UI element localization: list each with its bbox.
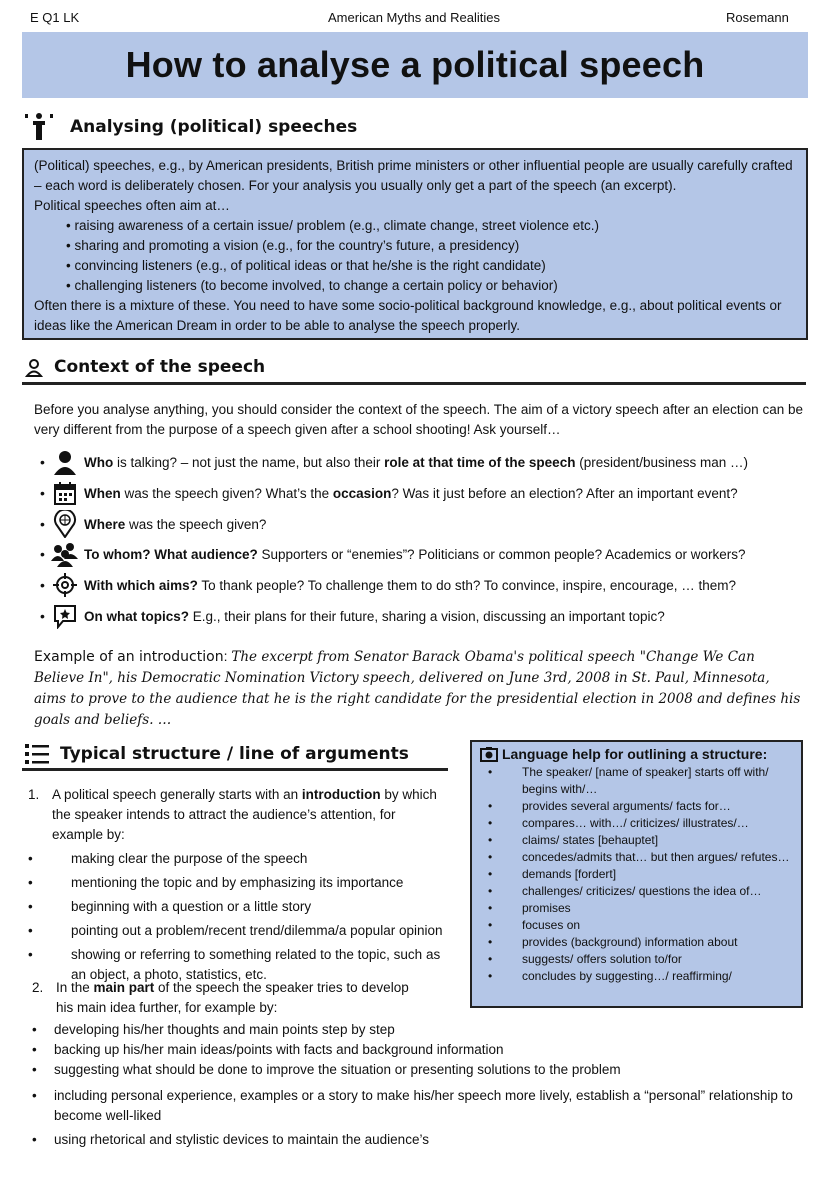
list-item: • making clear the purpose of the speech (28, 851, 308, 866)
list-item: • showing or referring to something related to the topic, such as an object, a photo, statistics, etc. (28, 947, 441, 982)
person-icon (50, 448, 80, 476)
structure-intro-block (28, 785, 448, 985)
header-author: Rosemann (726, 10, 789, 25)
context-question-aims: • With which aims? To thank people? To challenge them to do sth? To convince, inspire, encourage, … them? (40, 571, 736, 599)
section-heading-structure: Typical structure / line of arguments (60, 744, 409, 764)
list-item: • raising awareness of a certain issue/ problem (e.g., climate change, street violence etc.) (66, 218, 599, 233)
list-item: • developing his/her thoughts and main points step by step (32, 1022, 395, 1037)
context-question-who: • Who is talking? – not just the name, but also their role at that time of the speech (president/business man …) (40, 448, 748, 476)
list-item: • provides (background) information about (488, 935, 738, 949)
header-course: E Q1 LK (30, 10, 80, 25)
example-label: Example of an introduction (34, 649, 224, 665)
list-item: • demands [fordert] (488, 867, 617, 881)
camera-icon (480, 746, 498, 762)
context-question-where: • Where was the speech given? (40, 510, 266, 538)
header-topic: American Myths and Realities (328, 10, 500, 25)
analysing-intro-text: (Political) speeches, e.g., by American presidents, British prime ministers or other influential people are usually carefully crafted – each word is deliberately chosen. For your analysis you usually only get a part of the speech (an excerpt). (34, 158, 793, 193)
example-introduction: Example of an introduction: The excerpt from Senator Barack Obama's political speech "Change We Can Believe In", his Democratic Nomination Victory speech, delivered on June 3rd, 2008 in St. Paul, Minnesota, aims to prove to the audience that he is the right candidate for the presidential election in 2008 and defines his goals and beliefs. … (34, 648, 801, 728)
person-outline-icon (24, 358, 44, 378)
list-item: • convincing listeners (e.g., of political ideas or that he/she is the right candidate) (66, 258, 546, 273)
example-text: The excerpt from Senator Barack Obama's political speech "Change We Can Believe In", his Democratic Nomination Victory speech, delivered on June 3rd, 2008 in St. Paul, Minnesota, aims to prove to the audience that he is the right candidate for the presidential election in 2008 and defines his goals and beliefs. … (34, 649, 801, 728)
analysing-info-box (22, 148, 808, 340)
speech-bubble-star-icon (50, 602, 80, 630)
context-question-when: • When was the speech given? What’s the occasion? Was it just before an election? After an important event? (40, 479, 738, 507)
list-item: • focuses on (488, 918, 581, 932)
section-heading-analysing: Analysing (political) speeches (70, 117, 358, 137)
target-icon (50, 571, 80, 599)
list-icon (24, 742, 50, 766)
list-item: • including personal experience, examples or a story to make his/her speech more lively, establish a “personal” relationship to become well-liked (32, 1088, 793, 1123)
context-question-audience: • To whom? What audience? Supporters or “enemies”? Politicians or common people? Academics or workers? (40, 540, 745, 568)
structure-main-part (32, 978, 422, 1018)
list-item: 2. In the main part of the speech the speaker tries to develop his main idea further, for example by: (32, 980, 409, 1015)
language-help-box (470, 740, 803, 1008)
list-item: • provides several arguments/ facts for… (488, 799, 731, 813)
title-banner (22, 32, 808, 98)
list-item: • compares… with…/ criticizes/ illustrates/… (488, 816, 749, 830)
audience-icon (50, 540, 80, 568)
list-item: • challenging listeners (to become involved, to change a certain policy or behavior) (66, 278, 558, 293)
list-item: • backing up his/her main ideas/points with facts and background information (32, 1042, 504, 1057)
list-item: • using rhetorical and stylistic devices to maintain the audience’s (32, 1132, 429, 1147)
list-item: • concedes/admits that… but then argues/ refutes… (488, 850, 790, 864)
list-item: • beginning with a question or a little story (28, 899, 312, 914)
list-item: • suggests/ offers solution to/for (488, 952, 682, 966)
context-question-topics: • On what topics? E.g., their plans for their future, sharing a vision, discussing an important topic? (40, 602, 665, 630)
section-divider (22, 768, 448, 771)
list-item: • concludes by suggesting…/ reaffirming/ (488, 969, 732, 983)
structure-main-bullets (32, 1020, 804, 1150)
list-item: • suggesting what should be done to improve the situation or presenting solutions to the problem (32, 1062, 621, 1077)
list-item: • pointing out a problem/recent trend/dilemma/a popular opinion (28, 923, 443, 938)
list-item: • claims/ states [behauptet] (488, 833, 659, 847)
list-item: • sharing and promoting a vision (e.g., for the country’s future, a presidency) (66, 238, 520, 253)
section-divider (22, 382, 806, 385)
analysing-aims-lead: Political speeches often aim at… (34, 198, 230, 213)
list-item: • mentioning the topic and by emphasizing its importance (28, 875, 404, 890)
list-item: 1. A political speech generally starts with an introduction by which the speaker intends to attract the audience’s attention, for example by: (28, 787, 437, 842)
calendar-icon (50, 479, 80, 507)
list-item: • challenges/ criticizes/ questions the idea of… (488, 884, 762, 898)
speaker-podium-icon (24, 112, 54, 142)
language-help-heading: Language help for outlining a structure: (502, 746, 768, 762)
analysing-mixture-text: Often there is a mixture of these. You need to have some socio-political background knowledge, e.g., about political events or ideas like the American Dream in order to be able to analyse the speech properly. (34, 298, 782, 333)
list-item: • promises (488, 901, 571, 915)
list-item: • The speaker/ [name of speaker] starts off with/ begins with/… (488, 765, 769, 796)
location-pin-icon (50, 510, 80, 538)
section-heading-context: Context of the speech (54, 357, 266, 377)
page-title: How to analyse a political speech (125, 44, 705, 85)
context-intro-text: Before you analyse anything, you should consider the context of the speech. The aim of a victory speech after an election can be very different from the purpose of a speech given after a school shooting! Ask yourself… (34, 402, 803, 437)
